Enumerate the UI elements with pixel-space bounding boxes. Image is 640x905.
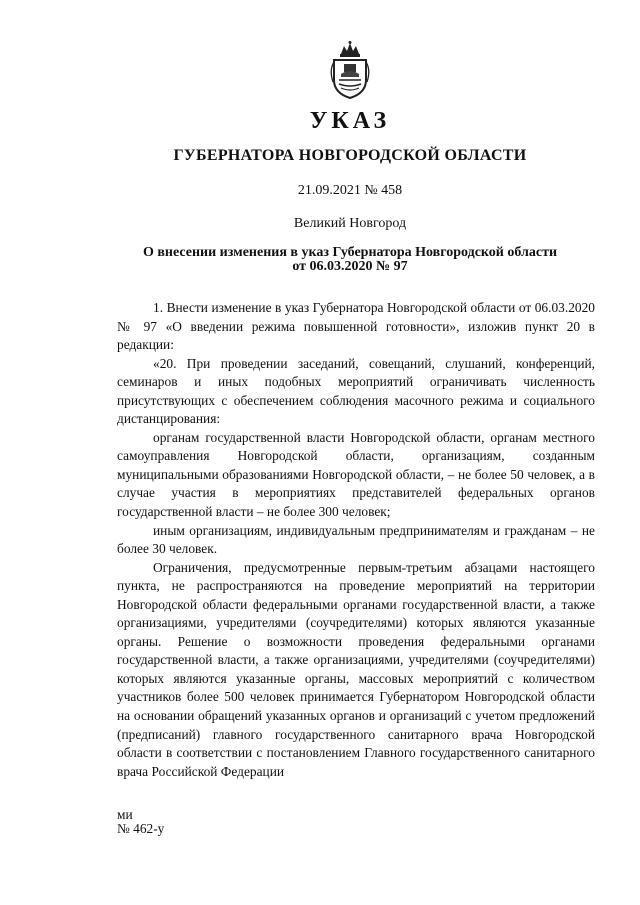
paragraph: «20. При проведении заседаний, совещаний, слушаний, конференций, семинаров и иных подобных мероприятий ограничивать численность присутствующих с обеспечением соблюдения масочного режима и социального дистанцирования: <box>117 355 595 427</box>
heading-line-1: О внесении изменения в указ Губернатора Новгородской области <box>142 245 558 260</box>
paragraph: 1. Внести изменение в указ Губернатора Новгородской области от 06.03.2020 № 97 «О введении режима повышенной готовности», изложив пункт 20 в редакции: <box>117 300 595 353</box>
date-number: 21.09.2021 № 458 <box>297 183 403 198</box>
footer-note <box>117 808 317 836</box>
footer-initials: ми <box>117 807 133 822</box>
paragraph: Ограничения, предусмотренные первым-третьим абзацами настоящего пункта, не распространяются на проведение мероприятий на территории Новгородской области федеральными органами государственной власти, а также организациями, учредителями (соучредителями) которых являются указанные органы. Решение о возможности проведения федеральными органами государственной власти, а также организациями, учредителями (соучредителями) которых являются указанные органы, массовых мероприятий с количеством участников более 500 человек принимается Губернатором Новгородской области на основании обращений указанных органов и организаций с учетом предложений (предписаний) главного государственного санитарного врача Новгородской области в соответствии с постановлением Главного государственного санитарного врача Российской Федерации <box>117 559 595 779</box>
document-subtitle: ГУБЕРНАТОРА НОВГОРОДСКОЙ ОБЛАСТИ <box>173 147 527 164</box>
coat-of-arms-icon <box>327 40 373 100</box>
footer-number: № 462-у <box>117 821 165 836</box>
decree-body <box>117 299 595 781</box>
heading-line-2: от 06.03.2020 № 97 <box>292 259 408 274</box>
paragraph: иным организациям, индивидуальным предпринимателям и гражданам – не более 30 человек. <box>117 522 595 557</box>
city: Великий Новгород <box>293 216 407 231</box>
paragraph: органам государственной власти Новгородской области, органам местного самоуправления Новгородской области, организациям, созданным муниципальными образованиями Новгородской области, – не более 50 человек, а в случае участия в мероприятиях представителей федеральных органов государственной власти – не более 300 человек; <box>117 429 595 520</box>
document-title: УКАЗ <box>309 108 391 134</box>
decree-heading <box>120 246 580 274</box>
